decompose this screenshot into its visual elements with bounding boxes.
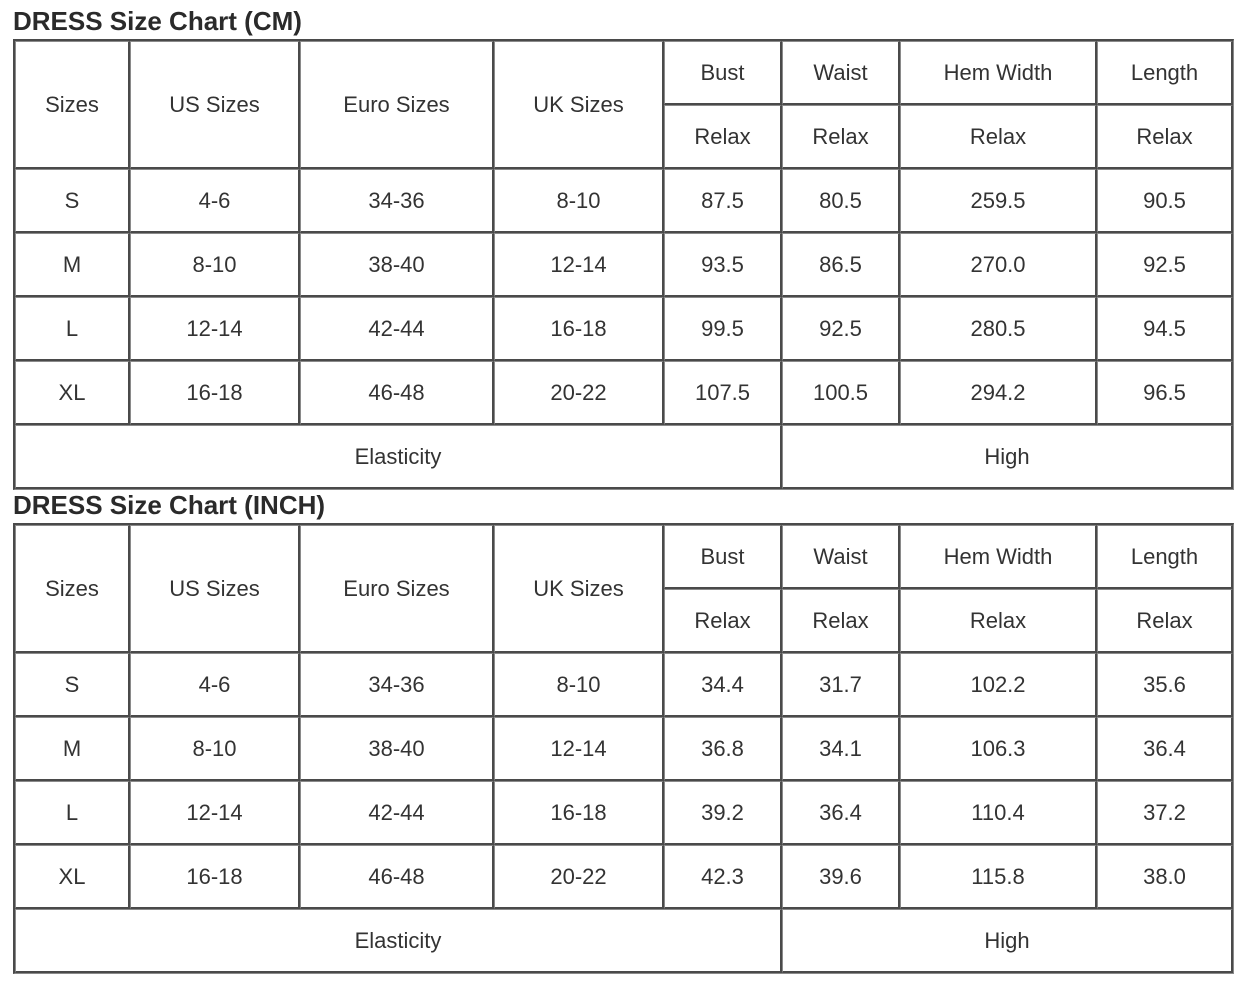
elasticity-label: Elasticity	[15, 909, 782, 973]
header-hem-width: Hem Width	[900, 41, 1097, 105]
elasticity-value: High	[782, 909, 1233, 973]
size-chart-table	[13, 39, 1234, 490]
bust-cell: 93.5	[664, 233, 782, 297]
chart-title: DRESS Size Chart (INCH)	[13, 490, 326, 520]
bust-cell: 39.2	[664, 781, 782, 845]
elasticity-row	[15, 425, 1233, 489]
size-cell: M	[15, 717, 130, 781]
header-fit-hem: Relax	[900, 105, 1097, 169]
euro-size-cell: 46-48	[300, 361, 494, 425]
table-row	[15, 845, 1233, 909]
uk-size-cell: 16-18	[494, 781, 664, 845]
header-us-sizes: US Sizes	[130, 41, 300, 169]
waist-cell: 92.5	[782, 297, 900, 361]
length-cell: 35.6	[1097, 653, 1233, 717]
table-row	[15, 169, 1233, 233]
header-fit-waist: Relax	[782, 589, 900, 653]
us-size-cell: 16-18	[130, 845, 300, 909]
length-cell: 92.5	[1097, 233, 1233, 297]
table-row	[15, 233, 1233, 297]
length-cell: 37.2	[1097, 781, 1233, 845]
waist-cell: 100.5	[782, 361, 900, 425]
header-bust: Bust	[664, 41, 782, 105]
length-cell: 38.0	[1097, 845, 1233, 909]
size-cell: XL	[15, 845, 130, 909]
table-row	[15, 361, 1233, 425]
bust-cell: 87.5	[664, 169, 782, 233]
length-cell: 90.5	[1097, 169, 1233, 233]
waist-cell: 34.1	[782, 717, 900, 781]
waist-cell: 39.6	[782, 845, 900, 909]
size-cell: L	[15, 781, 130, 845]
euro-size-cell: 46-48	[300, 845, 494, 909]
header-euro-sizes: Euro Sizes	[300, 41, 494, 169]
header-fit-bust: Relax	[664, 105, 782, 169]
header-uk-sizes: UK Sizes	[494, 525, 664, 653]
euro-size-cell: 34-36	[300, 653, 494, 717]
header-waist: Waist	[782, 525, 900, 589]
uk-size-cell: 16-18	[494, 297, 664, 361]
us-size-cell: 4-6	[130, 169, 300, 233]
euro-size-cell: 42-44	[300, 297, 494, 361]
bust-cell: 42.3	[664, 845, 782, 909]
header-sizes: Sizes	[15, 41, 130, 169]
bust-cell: 107.5	[664, 361, 782, 425]
header-us-sizes: US Sizes	[130, 525, 300, 653]
hem-width-cell: 110.4	[900, 781, 1097, 845]
waist-cell: 80.5	[782, 169, 900, 233]
bust-cell: 99.5	[664, 297, 782, 361]
elasticity-label: Elasticity	[15, 425, 782, 489]
uk-size-cell: 20-22	[494, 845, 664, 909]
waist-cell: 31.7	[782, 653, 900, 717]
hem-width-cell: 259.5	[900, 169, 1097, 233]
header-fit-hem: Relax	[900, 589, 1097, 653]
elasticity-value: High	[782, 425, 1233, 489]
length-cell: 94.5	[1097, 297, 1233, 361]
euro-size-cell: 34-36	[300, 169, 494, 233]
table-row	[15, 297, 1233, 361]
waist-cell: 36.4	[782, 781, 900, 845]
bust-cell: 36.8	[664, 717, 782, 781]
hem-width-cell: 102.2	[900, 653, 1097, 717]
table-row	[15, 717, 1233, 781]
us-size-cell: 12-14	[130, 297, 300, 361]
bust-cell: 34.4	[664, 653, 782, 717]
uk-size-cell: 12-14	[494, 717, 664, 781]
header-fit-waist: Relax	[782, 105, 900, 169]
header-euro-sizes: Euro Sizes	[300, 525, 494, 653]
header-fit-length: Relax	[1097, 589, 1233, 653]
header-sizes: Sizes	[15, 525, 130, 653]
size-chart-table	[13, 523, 1234, 974]
header-fit-length: Relax	[1097, 105, 1233, 169]
elasticity-row	[15, 909, 1233, 973]
hem-width-cell: 280.5	[900, 297, 1097, 361]
header-fit-bust: Relax	[664, 589, 782, 653]
header-row	[15, 525, 1233, 589]
hem-width-cell: 106.3	[900, 717, 1097, 781]
table-row	[15, 781, 1233, 845]
table-row	[15, 653, 1233, 717]
hem-width-cell: 270.0	[900, 233, 1097, 297]
header-length: Length	[1097, 525, 1233, 589]
size-cell: S	[15, 169, 130, 233]
hem-width-cell: 115.8	[900, 845, 1097, 909]
hem-width-cell: 294.2	[900, 361, 1097, 425]
euro-size-cell: 42-44	[300, 781, 494, 845]
uk-size-cell: 20-22	[494, 361, 664, 425]
length-cell: 36.4	[1097, 717, 1233, 781]
header-hem-width: Hem Width	[900, 525, 1097, 589]
uk-size-cell: 8-10	[494, 169, 664, 233]
us-size-cell: 8-10	[130, 717, 300, 781]
size-cell: XL	[15, 361, 130, 425]
header-waist: Waist	[782, 41, 900, 105]
waist-cell: 86.5	[782, 233, 900, 297]
euro-size-cell: 38-40	[300, 233, 494, 297]
size-cell: M	[15, 233, 130, 297]
uk-size-cell: 12-14	[494, 233, 664, 297]
us-size-cell: 12-14	[130, 781, 300, 845]
header-bust: Bust	[664, 525, 782, 589]
length-cell: 96.5	[1097, 361, 1233, 425]
us-size-cell: 8-10	[130, 233, 300, 297]
chart-title: DRESS Size Chart (CM)	[13, 6, 302, 36]
header-row	[15, 41, 1233, 105]
header-uk-sizes: UK Sizes	[494, 41, 664, 169]
us-size-cell: 16-18	[130, 361, 300, 425]
size-cell: S	[15, 653, 130, 717]
size-cell: L	[15, 297, 130, 361]
us-size-cell: 4-6	[130, 653, 300, 717]
header-length: Length	[1097, 41, 1233, 105]
euro-size-cell: 38-40	[300, 717, 494, 781]
uk-size-cell: 8-10	[494, 653, 664, 717]
